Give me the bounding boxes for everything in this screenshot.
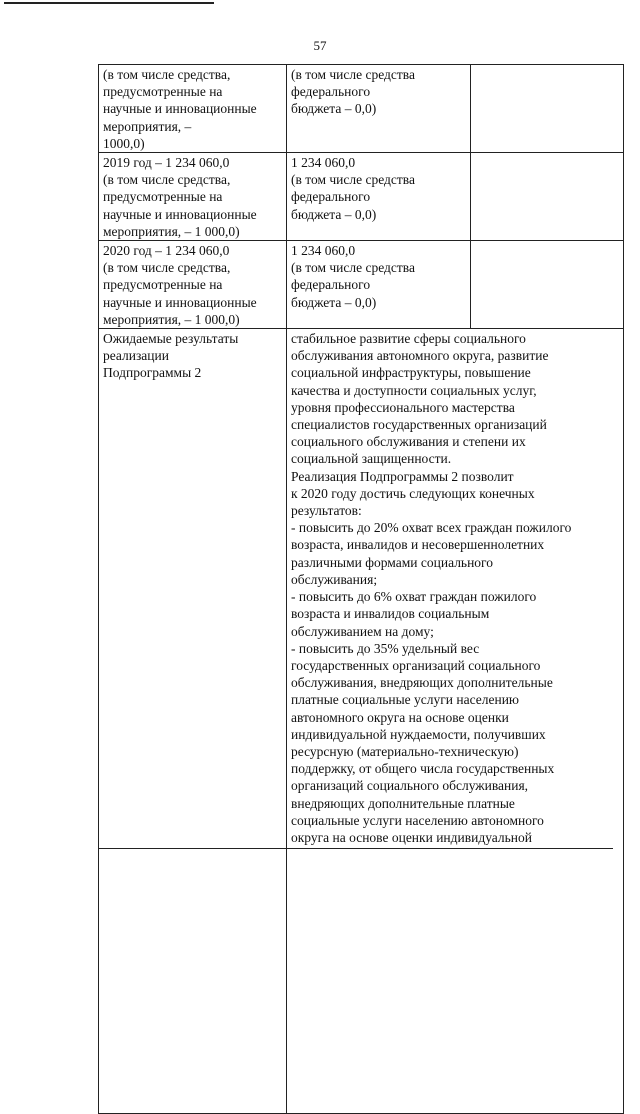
text-line: научные и инновационные xyxy=(103,294,257,310)
text-line: возраста, инвалидов и несовершеннолетних xyxy=(291,537,545,553)
top-rule xyxy=(4,2,214,4)
text-line: обслуживанием на дому; xyxy=(291,623,434,639)
text-line: внедряющих дополнительные платные xyxy=(291,795,515,811)
empty-cell xyxy=(471,241,624,329)
text-line: реализации xyxy=(103,348,169,364)
page-number: 57 xyxy=(313,38,327,53)
funding-budget-cell xyxy=(287,153,471,241)
text-line: бюджета – 0,0) xyxy=(291,101,377,117)
text-line: (в том числе средства, xyxy=(103,260,231,276)
funding-budget-cell xyxy=(287,65,471,153)
text-line: государственных организаций социального xyxy=(291,657,541,673)
text-line: бюджета – 0,0) xyxy=(291,206,377,222)
table-row xyxy=(99,241,624,329)
text-line: научные и инновационные xyxy=(103,206,257,222)
text-line: Реализация Подпрограммы 2 позволит xyxy=(291,468,514,484)
text-line: (в том числе средства, xyxy=(103,172,231,188)
funding-table xyxy=(98,64,624,1114)
text-line: обслуживания автономного округа, развитие xyxy=(291,348,549,364)
text-line: мероприятия, – 1 000,0) xyxy=(103,311,240,327)
text-line: качества и доступности социальных услуг, xyxy=(291,382,537,398)
text-line: Ожидаемые результаты xyxy=(103,331,239,347)
results-label-cell xyxy=(99,329,287,1114)
funding-budget-cell xyxy=(287,241,471,329)
text-line: социальные услуги населению автономного xyxy=(291,812,544,828)
text-line: автономного округа на основе оценки xyxy=(291,709,509,725)
text-line: уровня профессионального мастерства xyxy=(291,399,515,415)
text-line: - повысить до 6% охват граждан пожилого xyxy=(291,589,537,605)
text-line: социальной защищенности. xyxy=(291,451,452,467)
text-line: предусмотренные на xyxy=(103,277,223,293)
table-body xyxy=(99,65,624,1114)
text-line: 1 234 060,0 xyxy=(291,243,356,259)
text-line: Подпрограммы 2 xyxy=(103,365,202,381)
funding-total-cell xyxy=(99,241,287,329)
text-line: (в том числе средства, xyxy=(103,67,231,82)
text-line: обслуживания; xyxy=(291,571,378,587)
text-line: 2019 год – 1 234 060,0 xyxy=(103,155,230,171)
text-line: поддержку, от общего числа государственных xyxy=(291,761,555,777)
text-line: округа на основе оценки индивидуальной xyxy=(291,829,532,845)
text-line: предусмотренные на xyxy=(103,189,223,205)
text-line: ресурсную (материально-техническую) xyxy=(291,743,519,759)
text-line: социальной инфраструктуры, повышение xyxy=(291,365,531,381)
text-line: - повысить до 35% удельный вес xyxy=(291,640,480,656)
text-line: предусмотренные на xyxy=(103,84,223,100)
text-line: специалистов государственных организаций xyxy=(291,417,547,433)
text-line: федерального xyxy=(291,189,371,205)
empty-cell xyxy=(471,65,624,153)
table-row xyxy=(99,329,624,1114)
text-line: организаций социального обслуживания, xyxy=(291,778,529,794)
results-text-cell xyxy=(287,329,624,1114)
text-line: - повысить до 20% охват всех граждан пожилого xyxy=(291,520,572,536)
text-line: к 2020 году достичь следующих конечных xyxy=(291,485,535,501)
text-line: социального обслуживания и степени их xyxy=(291,434,526,450)
table-bottom-rule xyxy=(98,848,613,849)
text-line: федерального xyxy=(291,84,371,100)
text-line: 1000,0) xyxy=(103,135,145,151)
text-line: стабильное развитие сферы социального xyxy=(291,331,526,347)
text-line: бюджета – 0,0) xyxy=(291,294,377,310)
text-line: индивидуальной нуждаемости, получивших xyxy=(291,726,546,742)
text-line: 2020 год – 1 234 060,0 xyxy=(103,243,230,259)
text-line: (в том числе средства xyxy=(291,67,415,82)
text-line: научные и инновационные xyxy=(103,101,257,117)
text-line: мероприятия, – 1 000,0) xyxy=(103,223,240,239)
table-row xyxy=(99,65,624,153)
empty-cell xyxy=(471,153,624,241)
table-row xyxy=(99,153,624,241)
text-line: (в том числе средства xyxy=(291,260,415,276)
text-line: результатов: xyxy=(291,503,362,519)
text-line: платные социальные услуги населению xyxy=(291,692,520,708)
text-line: мероприятия, – xyxy=(103,118,192,134)
text-line: обслуживания, внедряющих дополнительные xyxy=(291,675,553,691)
text-line: возраста и инвалидов социальным xyxy=(291,606,490,622)
funding-total-cell xyxy=(99,65,287,153)
text-line: различными формами социального xyxy=(291,554,494,570)
text-line: 1 234 060,0 xyxy=(291,155,356,171)
text-line: (в том числе средства xyxy=(291,172,415,188)
text-line: федерального xyxy=(291,277,371,293)
funding-total-cell xyxy=(99,153,287,241)
